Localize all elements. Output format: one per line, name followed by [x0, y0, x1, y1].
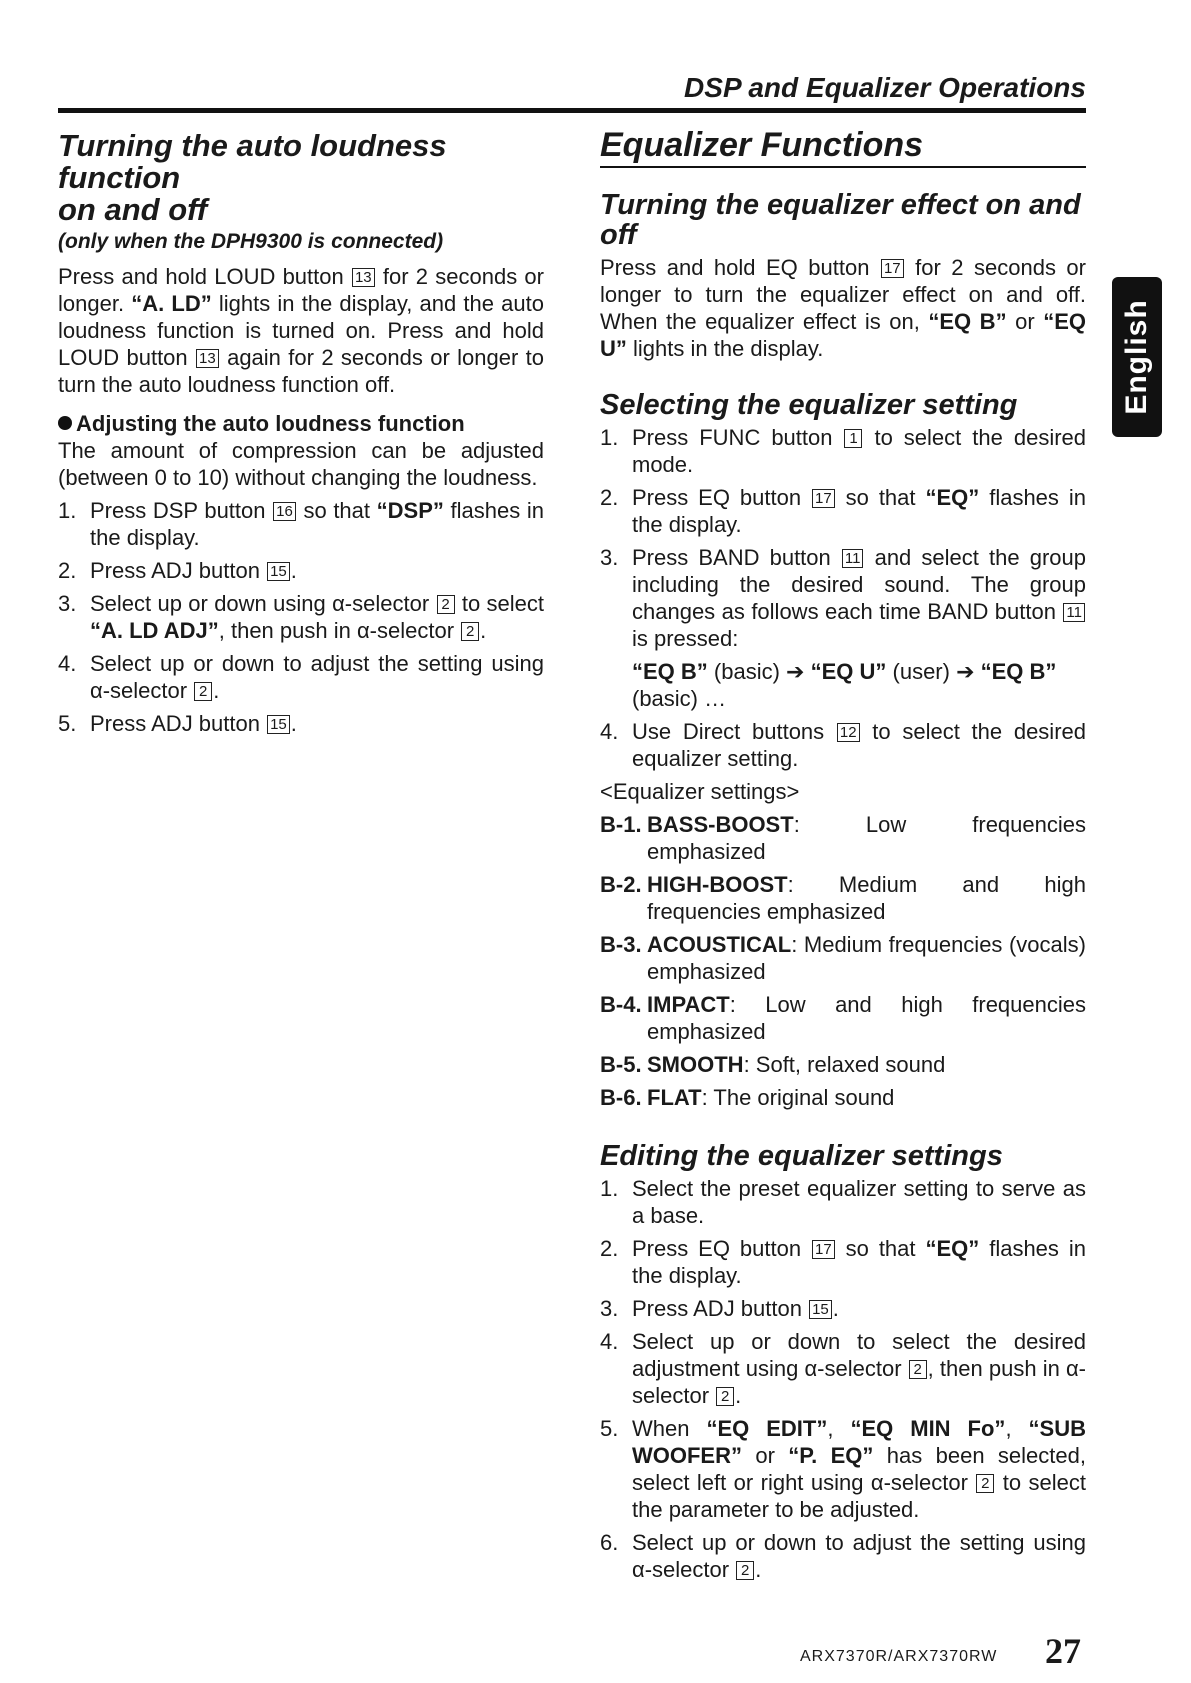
loudness-steps — [58, 497, 544, 737]
eq-onoff-title: Turning the equalizer effect on and off — [600, 189, 1081, 251]
loudness-paragraph: Press and hold LOUD button 13 for 2 seconds or longer. “A. LD” lights in the display, and the auto loudness function is turned on. Press and hold LOUD button 13 again for 2 seconds or longer to turn the auto loudness function off. — [58, 264, 545, 397]
list-item: 4. Select up or down to adjust the setting using α-selector 2 . — [58, 651, 544, 703]
button-2-key: 2 — [736, 1561, 754, 1580]
left-column — [58, 130, 544, 743]
list-item: B-6. FLAT: The original sound — [600, 1085, 895, 1110]
button-2-key: 2 — [909, 1360, 927, 1379]
button-13-key: 13 — [352, 268, 375, 287]
list-item: 4. Use Direct buttons 12 to select the desired equalizer setting. — [600, 719, 1086, 771]
button-17-key: 17 — [812, 489, 835, 508]
eq-select-steps — [600, 424, 1086, 652]
list-item: 3. Press BAND button 11 and select the group including the desired sound. The group changes as follows each time BAND button 11 is pressed: — [600, 545, 1086, 651]
button-15-key: 15 — [267, 715, 290, 734]
button-2-key: 2 — [976, 1474, 994, 1493]
header-rule — [58, 108, 1086, 113]
button-1-key: 1 — [844, 429, 862, 448]
list-item: B-4. IMPACT: Low and high frequencies emphasized — [600, 992, 1086, 1044]
list-item: 5. When “EQ EDIT”, “EQ MIN Fo”, “SUB WOOFER” or “P. EQ” has been selected, select left or right using α-selector 2 to select the parameter to be adjusted. — [600, 1416, 1086, 1522]
list-item: 2. Press ADJ button 15 . — [58, 558, 297, 583]
list-item: B-5. SMOOTH: Soft, relaxed sound — [600, 1052, 946, 1077]
eq-edit-steps — [600, 1175, 1086, 1583]
list-item: 5. Press ADJ button 15 . — [58, 711, 297, 736]
eq-edit-title: Editing the equalizer settings — [600, 1140, 1003, 1172]
footer-model-number: ARX7370R/ARX7370RW — [800, 1648, 998, 1665]
loudness-section-title: Turning the auto loudness function on and off — [58, 128, 447, 227]
loudness-adjust-paragraph: The amount of compression can be adjusted (between 0 to 10) without changing the loudness. — [58, 438, 544, 490]
page-header-title: DSP and Equalizer Operations — [684, 72, 1086, 103]
button-2-key: 2 — [194, 682, 212, 701]
button-11-key: 11 — [1063, 603, 1085, 622]
loudness-note: (only when the DPH9300 is connected) — [58, 230, 444, 253]
list-item: 4. Select up or down to select the desired adjustment using α-selector 2 , then push in α-selector 2 . — [600, 1329, 1086, 1408]
button-15-key: 15 — [267, 562, 290, 581]
language-side-tab — [1112, 277, 1162, 437]
eq-settings-list — [600, 811, 1086, 1111]
list-item: 1. Press DSP button 16 so that “DSP” flashes in the display. — [58, 498, 544, 550]
arrow-icon: ➔ — [786, 659, 805, 684]
eq-onoff-paragraph: Press and hold EQ button 17 for 2 seconds or longer to turn the equalizer effect on and off. When the equalizer effect is on, “EQ B” or “EQ U” lights in the display. — [600, 255, 1086, 361]
list-item: 3. Press ADJ button 15 . — [600, 1296, 839, 1321]
list-item: 2. Press EQ button 17 so that “EQ” flashes in the display. — [600, 485, 1086, 537]
button-2-key: 2 — [437, 595, 455, 614]
right-column — [600, 126, 1086, 1589]
page-number: 27 — [1045, 1631, 1081, 1671]
button-12-key: 12 — [837, 723, 860, 742]
language-tab-label: English — [1120, 299, 1153, 415]
loudness-adjust-heading: Adjusting the auto loudness function — [58, 410, 544, 437]
equalizer-functions-title: Equalizer Functions — [600, 126, 1086, 168]
list-item: 6. Select up or down to adjust the setting using α-selector 2 . — [600, 1530, 1086, 1582]
eq-group-sequence: “EQ B” (basic) ➔ “EQ U” (user) ➔ “EQ B” (basic) … — [632, 659, 1057, 711]
button-13-key: 13 — [196, 349, 219, 368]
button-11-key: 11 — [842, 549, 864, 568]
eq-select-steps-cont — [600, 718, 1086, 772]
button-16-key: 16 — [273, 502, 296, 521]
list-item: 1. Press FUNC button 1 to select the desired mode. — [600, 425, 1086, 477]
list-item: 1. Select the preset equalizer setting to serve as a base. — [600, 1176, 1086, 1228]
list-item: 3. Select up or down using α-selector 2 to select “A. LD ADJ”, then push in α-selector 2 . — [58, 591, 544, 643]
bullet-icon — [58, 416, 72, 430]
button-17-key: 17 — [881, 259, 904, 278]
arrow-icon: ➔ — [956, 659, 975, 684]
list-item: 2. Press EQ button 17 so that “EQ” flashes in the display. — [600, 1236, 1086, 1288]
eq-select-title: Selecting the equalizer setting — [600, 389, 1018, 421]
eq-settings-label: <Equalizer settings> — [600, 779, 800, 804]
list-item: B-1. BASS-BOOST: Low frequencies emphasized — [600, 812, 1086, 864]
button-2-key: 2 — [716, 1387, 734, 1406]
list-item: B-2. HIGH-BOOST: Medium and high frequencies emphasized — [600, 872, 1086, 924]
button-2-key: 2 — [461, 622, 479, 641]
list-item: B-3. ACOUSTICAL: Medium frequencies (vocals) emphasized — [600, 932, 1086, 984]
button-15-key: 15 — [809, 1300, 832, 1319]
button-17-key: 17 — [812, 1240, 835, 1259]
